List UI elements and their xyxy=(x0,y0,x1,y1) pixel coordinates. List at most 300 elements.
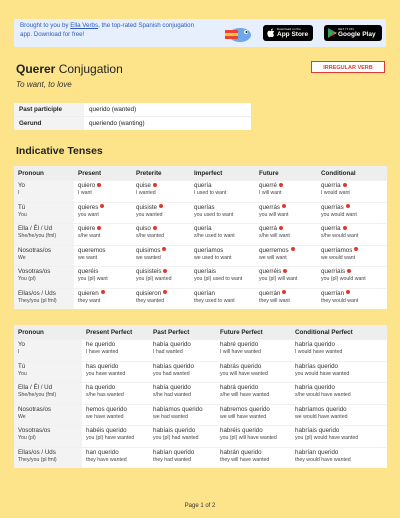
column-header: Future xyxy=(255,166,317,181)
conjugation-cell xyxy=(149,383,216,405)
conjugation-cell xyxy=(190,245,255,267)
conjugated-form-text: habrá querido xyxy=(220,384,259,391)
conjugation-translation: you will have wanted xyxy=(220,370,268,377)
conjugation-cell xyxy=(291,426,387,448)
conjugation-translation: we wanted xyxy=(136,254,161,261)
conjugated-form xyxy=(220,427,287,435)
conjugation-translation: you wanted xyxy=(136,211,163,218)
conjugation-translation: they will have wanted xyxy=(220,456,270,463)
conjugated-form-text: querríamos xyxy=(321,246,353,254)
conjugation-cell xyxy=(255,245,317,267)
conjugated-form xyxy=(295,427,383,435)
pronoun-cell xyxy=(14,361,82,383)
conjugation-cell xyxy=(255,224,317,246)
conjugated-form xyxy=(295,363,383,371)
pronoun-translation: You xyxy=(18,211,27,218)
table-row xyxy=(14,245,387,267)
conjugation-translation: we would want xyxy=(321,254,356,261)
table-row xyxy=(14,404,387,426)
irregular-marker-icon xyxy=(343,183,347,187)
verb-forms-table xyxy=(14,103,251,130)
conjugation-cell xyxy=(74,288,132,309)
conjugated-form-text: querrá xyxy=(259,225,277,232)
conjugation-cell xyxy=(317,245,387,267)
app-store-button[interactable] xyxy=(263,25,313,41)
conjugated-form xyxy=(78,290,128,298)
conjugated-form-text: queríais xyxy=(194,268,217,275)
conjugated-form xyxy=(86,427,145,435)
conjugated-form-text: habréis querido xyxy=(220,427,263,434)
pronoun-translation: They/you (pl fml) xyxy=(18,456,57,463)
conjugated-form xyxy=(86,363,145,371)
pronoun-cell xyxy=(14,245,74,267)
pronoun-cell xyxy=(14,383,82,405)
pronoun-translation: We xyxy=(18,254,26,261)
conjugated-form xyxy=(136,247,186,255)
table-row xyxy=(14,361,387,383)
conjugation-cell xyxy=(82,383,149,405)
indicative-perfect-tenses-table xyxy=(14,325,387,468)
conjugated-form-text: has querido xyxy=(86,362,119,370)
conjugation-translation: they want xyxy=(78,297,101,304)
conjugation-translation: s/he had wanted xyxy=(153,392,192,398)
section-title: Indicative Tenses xyxy=(16,145,103,157)
conjugated-form xyxy=(295,406,383,414)
pronoun: Tú xyxy=(18,203,26,211)
conjugation-cell xyxy=(82,426,149,448)
table-row xyxy=(14,447,387,468)
conjugated-form xyxy=(136,182,186,190)
conjugated-form-text: querrán xyxy=(259,289,281,297)
conjugated-form-text: quiso xyxy=(136,225,151,232)
conjugation-cell xyxy=(132,267,190,289)
conjugation-cell xyxy=(82,340,149,362)
pronoun-translation: You (pl) xyxy=(18,276,36,282)
conjugation-cell xyxy=(132,288,190,309)
conjugated-form-text: querrían xyxy=(321,289,345,297)
conjugation-cell xyxy=(291,447,387,468)
conjugation-translation: you used to want xyxy=(194,211,234,218)
app-store-small-label: Download on the xyxy=(277,27,302,31)
conjugation-translation: they will want xyxy=(259,297,290,304)
conjugation-translation: I want xyxy=(78,190,92,196)
pronoun-translation: You (pl) xyxy=(18,435,36,441)
conjugated-form xyxy=(259,290,313,298)
column-header: Past Perfect xyxy=(149,325,216,340)
column-header: Future Perfect xyxy=(216,325,291,340)
conjugated-form xyxy=(220,363,287,371)
pronoun-cell xyxy=(14,267,74,289)
conjugation-cell xyxy=(190,288,255,309)
pronoun-translation: We xyxy=(18,413,26,420)
banner-text-post: , the top-rated Spanish conjugation app. Download for free! xyxy=(20,22,195,38)
conjugated-form-text: había querido xyxy=(153,341,191,348)
pronoun-translation: I xyxy=(18,190,20,196)
conjugated-form xyxy=(321,290,383,298)
pronoun-cell xyxy=(14,224,74,246)
conjugated-form xyxy=(153,384,212,392)
pronoun: Yo xyxy=(18,341,25,348)
pronoun-translation: You xyxy=(18,370,27,377)
column-header: Conditional xyxy=(317,166,387,181)
conjugation-translation: you (pl) will want xyxy=(259,276,298,282)
conjugated-form xyxy=(194,268,251,276)
table-row xyxy=(14,426,387,448)
conjugated-form xyxy=(321,204,383,212)
conjugation-translation: s/he would have wanted xyxy=(295,392,351,398)
conjugation-cell xyxy=(132,202,190,224)
pronoun: Nosotras/os xyxy=(18,405,52,413)
conjugation-translation: I will want xyxy=(259,190,282,196)
conjugation-translation: you will want xyxy=(259,211,289,218)
conjugation-translation: you (pl) would want xyxy=(321,276,366,282)
conjugation-translation: they would want xyxy=(321,297,359,304)
conjugated-form xyxy=(194,182,251,190)
conjugation-cell xyxy=(149,426,216,448)
table-header-row xyxy=(14,166,387,181)
conjugation-cell xyxy=(291,404,387,426)
app-store-label: App Store xyxy=(277,31,309,38)
conjugated-form-text: han querido xyxy=(86,448,119,456)
pronoun: Vosotras/os xyxy=(18,427,51,434)
pronoun: Ellas/os / Uds xyxy=(18,289,56,297)
conjugated-form-text: quieren xyxy=(78,289,99,297)
conjugated-form-text: quisimos xyxy=(136,246,161,254)
conjugated-form-text: he querido xyxy=(86,341,116,348)
conjugated-form-text: habían querido xyxy=(153,448,195,456)
conjugated-form-text: queréis xyxy=(78,268,99,275)
conjugated-form xyxy=(259,204,313,212)
conjugation-translation: I would have wanted xyxy=(295,349,343,355)
conjugation-translation: you (pl) will have wanted xyxy=(220,435,277,441)
conjugated-form xyxy=(86,406,145,414)
conjugation-cell xyxy=(74,181,132,203)
conjugated-form xyxy=(86,341,145,349)
column-header: Preterite xyxy=(132,166,190,181)
column-header: Present Perfect xyxy=(82,325,149,340)
conjugated-form xyxy=(86,384,145,392)
google-play-icon xyxy=(328,28,337,38)
google-play-button[interactable] xyxy=(324,25,382,41)
pronoun-cell xyxy=(14,288,74,309)
conjugation-translation: you want xyxy=(78,211,99,218)
pronoun-translation: She/he/you (fml) xyxy=(18,392,57,398)
conjugation-cell xyxy=(149,404,216,426)
conjugation-translation: you would want xyxy=(321,211,357,218)
conjugation-translation: we want xyxy=(78,254,98,261)
conjugation-translation: I have wanted xyxy=(86,349,119,355)
conjugation-cell xyxy=(82,404,149,426)
conjugation-cell xyxy=(216,383,291,405)
conjugated-form xyxy=(321,225,383,233)
ella-verbs-link[interactable]: Ella Verbs xyxy=(70,22,99,29)
conjugated-form-text: habría querido xyxy=(295,384,335,391)
irregular-marker-icon xyxy=(153,183,157,187)
google-play-label: Google Play xyxy=(338,31,376,38)
column-header: Pronoun xyxy=(14,166,74,181)
pronoun: Ellas/os / Uds xyxy=(18,448,56,456)
pronoun-cell xyxy=(14,202,74,224)
conjugation-translation: you (pl) wanted xyxy=(136,276,172,282)
irregular-marker-icon xyxy=(354,247,358,251)
table-row xyxy=(14,181,387,203)
conjugated-form-text: quisieron xyxy=(136,289,162,297)
conjugation-translation: we had wanted xyxy=(153,413,188,420)
conjugation-cell xyxy=(255,267,317,289)
conjugated-form xyxy=(321,247,383,255)
pronoun-translation: She/he/you (fml) xyxy=(18,233,57,239)
conjugated-form-text: querría xyxy=(321,182,341,189)
conjugation-cell xyxy=(317,267,387,289)
conjugation-cell xyxy=(190,224,255,246)
verb-translation: To want, to love xyxy=(16,80,72,89)
verb-name: Querer xyxy=(16,62,56,76)
conjugation-cell xyxy=(149,340,216,362)
pronoun-cell xyxy=(14,404,82,426)
conjugated-form xyxy=(78,204,128,212)
conjugated-form-text: habrían querido xyxy=(295,448,339,456)
irregular-marker-icon xyxy=(346,290,350,294)
conjugated-form-text: quería xyxy=(194,225,212,232)
pronoun-cell xyxy=(14,340,82,362)
google-play-small-label: GET IT ON xyxy=(338,27,354,31)
conjugation-cell xyxy=(255,181,317,203)
table-row xyxy=(14,288,387,309)
conjugated-form xyxy=(295,384,383,392)
conjugated-form xyxy=(220,341,287,349)
pronoun-translation: They/you (pl fml) xyxy=(18,297,57,304)
conjugated-form-text: habrías querido xyxy=(295,362,338,370)
conjugation-cell xyxy=(132,224,190,246)
conjugated-form-text: quiere xyxy=(78,225,96,232)
conjugation-translation: s/he wanted xyxy=(136,233,164,239)
conjugation-cell xyxy=(82,447,149,468)
conjugation-translation: you (pl) want xyxy=(78,276,108,282)
conjugation-cell xyxy=(149,447,216,468)
conjugated-form xyxy=(194,247,251,255)
conjugation-translation: we used to want xyxy=(194,254,232,261)
conjugation-translation: you (pl) have wanted xyxy=(86,435,135,441)
conjugation-translation: I wanted xyxy=(136,190,156,196)
table-row xyxy=(14,267,387,289)
conjugation-translation: you would have wanted xyxy=(295,370,350,377)
column-header: Pronoun xyxy=(14,325,82,340)
conjugation-translation: I will have wanted xyxy=(220,349,261,355)
conjugated-form xyxy=(78,182,128,190)
conjugated-form xyxy=(153,449,212,457)
conjugated-form-text: querríais xyxy=(321,268,346,275)
column-header: Present xyxy=(74,166,132,181)
pronoun: Nosotras/os xyxy=(18,246,52,254)
table-row xyxy=(14,103,251,117)
conjugation-cell xyxy=(74,224,132,246)
conjugation-cell xyxy=(82,361,149,383)
irregular-marker-icon xyxy=(279,183,283,187)
conjugation-translation: s/he will want xyxy=(259,233,290,239)
conjugated-form-text: querréis xyxy=(259,268,282,275)
conjugated-form-text: habíais querido xyxy=(153,427,196,434)
conjugation-translation: they would have wanted xyxy=(295,456,351,463)
conjugated-form-text: habríais querido xyxy=(295,427,340,434)
irregular-marker-icon xyxy=(283,269,287,273)
conjugation-translation: s/he used to want xyxy=(194,233,235,239)
irregular-marker-icon xyxy=(163,269,167,273)
conjugation-translation: we will have wanted xyxy=(220,413,267,420)
irregular-marker-icon xyxy=(163,290,167,294)
conjugation-translation: they have wanted xyxy=(86,456,127,463)
irregular-marker-icon xyxy=(159,204,163,208)
title-suffix: Conjugation xyxy=(58,62,123,76)
irregular-marker-icon xyxy=(100,204,104,208)
conjugated-form-text: habré querido xyxy=(220,341,259,348)
irregular-verb-badge: IRREGULAR VERB xyxy=(311,61,385,73)
irregular-marker-icon xyxy=(347,269,351,273)
conjugation-cell xyxy=(74,245,132,267)
gerund-value: queriendo (wanting) xyxy=(89,120,145,127)
conjugation-cell xyxy=(291,340,387,362)
indicative-simple-tenses-table xyxy=(14,166,387,309)
mascot-illustration-icon xyxy=(222,21,256,45)
conjugation-translation: s/he want xyxy=(78,233,101,239)
conjugation-cell xyxy=(149,361,216,383)
conjugation-translation: you had wanted xyxy=(153,370,190,377)
pronoun-cell xyxy=(14,447,82,468)
conjugation-translation: they used to want xyxy=(194,297,235,304)
conjugated-form xyxy=(321,268,383,276)
conjugation-cell xyxy=(216,447,291,468)
conjugated-form-text: quisisteis xyxy=(136,268,162,275)
irregular-marker-icon xyxy=(101,290,105,294)
page-number: Page 1 of 2 xyxy=(184,503,216,509)
conjugated-form-text: habríamos querido xyxy=(295,405,347,413)
conjugation-cell xyxy=(132,181,190,203)
conjugated-form-text: habíamos querido xyxy=(153,405,203,413)
conjugation-cell xyxy=(317,224,387,246)
irregular-marker-icon xyxy=(153,226,157,230)
conjugated-form-text: habremos querido xyxy=(220,405,270,413)
pronoun-translation: I xyxy=(18,349,20,355)
irregular-marker-icon xyxy=(279,226,283,230)
conjugated-form-text: queríamos xyxy=(194,246,224,254)
conjugated-form-text: quieres xyxy=(78,203,99,211)
conjugated-form-text: quería xyxy=(194,182,212,189)
conjugated-form xyxy=(86,449,145,457)
conjugation-cell xyxy=(291,383,387,405)
conjugated-form-text: quise xyxy=(136,182,151,189)
conjugation-translation: you (pl) would have wanted xyxy=(295,435,359,441)
table-row xyxy=(14,383,387,405)
conjugation-translation: we have wanted xyxy=(86,413,124,420)
conjugated-form-text: querría xyxy=(321,225,341,232)
conjugated-form xyxy=(153,427,212,435)
irregular-marker-icon xyxy=(97,226,101,230)
conjugated-form-text: hemos querido xyxy=(86,405,127,413)
conjugated-form-text: habría querido xyxy=(295,341,335,348)
conjugation-cell xyxy=(317,202,387,224)
conjugation-cell xyxy=(74,267,132,289)
conjugated-form-text: habrás querido xyxy=(220,362,262,370)
conjugation-cell xyxy=(190,267,255,289)
promo-banner xyxy=(14,19,386,47)
conjugation-translation: you (pl) had wanted xyxy=(153,435,199,441)
conjugated-form xyxy=(78,225,128,233)
conjugated-form xyxy=(194,204,251,212)
conjugation-cell xyxy=(317,181,387,203)
conjugated-form-text: había querido xyxy=(153,384,191,391)
conjugation-cell xyxy=(216,404,291,426)
conjugated-form xyxy=(259,225,313,233)
conjugated-form xyxy=(220,449,287,457)
conjugation-translation: s/he will have wanted xyxy=(220,392,270,398)
irregular-marker-icon xyxy=(291,247,295,251)
table-row xyxy=(14,340,387,362)
conjugated-form xyxy=(220,384,287,392)
irregular-marker-icon xyxy=(162,247,166,251)
conjugated-form xyxy=(259,247,313,255)
conjugated-form-text: querías xyxy=(194,203,215,211)
conjugated-form-text: querrás xyxy=(259,203,280,211)
pronoun: Vosotras/os xyxy=(18,268,51,275)
conjugated-form-text: habrán querido xyxy=(220,448,262,456)
pronoun: Yo xyxy=(18,182,25,189)
conjugation-translation: you (pl) used to want xyxy=(194,276,243,282)
conjugated-form-text: ha querido xyxy=(86,384,116,391)
conjugation-translation: s/he would want xyxy=(321,233,359,239)
banner-text-pre: Brought to you by xyxy=(20,22,71,29)
conjugation-cell xyxy=(74,202,132,224)
column-header: Conditional Perfect xyxy=(291,325,387,340)
conjugation-translation: I had wanted xyxy=(153,349,183,355)
conjugation-cell xyxy=(255,288,317,309)
conjugated-form xyxy=(78,247,128,255)
conjugation-cell xyxy=(216,361,291,383)
conjugated-form-text: queremos xyxy=(78,246,106,254)
conjugated-form xyxy=(136,268,186,276)
conjugated-form xyxy=(220,406,287,414)
conjugated-form-text: quisiste xyxy=(136,203,157,211)
conjugation-translation: we would have wanted xyxy=(295,413,348,420)
conjugation-translation: we will want xyxy=(259,254,287,261)
conjugated-form xyxy=(295,341,383,349)
conjugation-cell xyxy=(132,245,190,267)
irregular-marker-icon xyxy=(97,183,101,187)
conjugation-cell xyxy=(190,181,255,203)
conjugated-form xyxy=(153,341,212,349)
pronoun: Tú xyxy=(18,362,26,370)
past-participle-value: querido (wanted) xyxy=(84,103,251,117)
conjugated-form xyxy=(259,268,313,276)
conjugation-translation: I would want xyxy=(321,190,350,196)
conjugated-form xyxy=(78,268,128,276)
conjugation-translation: I used to want xyxy=(194,190,227,196)
column-header: Imperfect xyxy=(190,166,255,181)
gerund-label: Gerund xyxy=(14,117,84,131)
conjugated-form-text: habéis querido xyxy=(86,427,127,434)
conjugated-form xyxy=(136,225,186,233)
conjugated-form xyxy=(194,225,251,233)
pronoun: Ella / Él / Ud xyxy=(18,225,53,232)
table-row xyxy=(14,117,251,131)
conjugation-translation: they wanted xyxy=(136,297,164,304)
conjugated-form xyxy=(259,182,313,190)
banner-text xyxy=(20,22,200,39)
apple-icon xyxy=(267,28,276,38)
conjugation-cell xyxy=(317,288,387,309)
pronoun: Ella / Él / Ud xyxy=(18,384,53,391)
conjugated-form xyxy=(136,290,186,298)
pronoun-cell xyxy=(14,426,82,448)
conjugated-form xyxy=(153,363,212,371)
